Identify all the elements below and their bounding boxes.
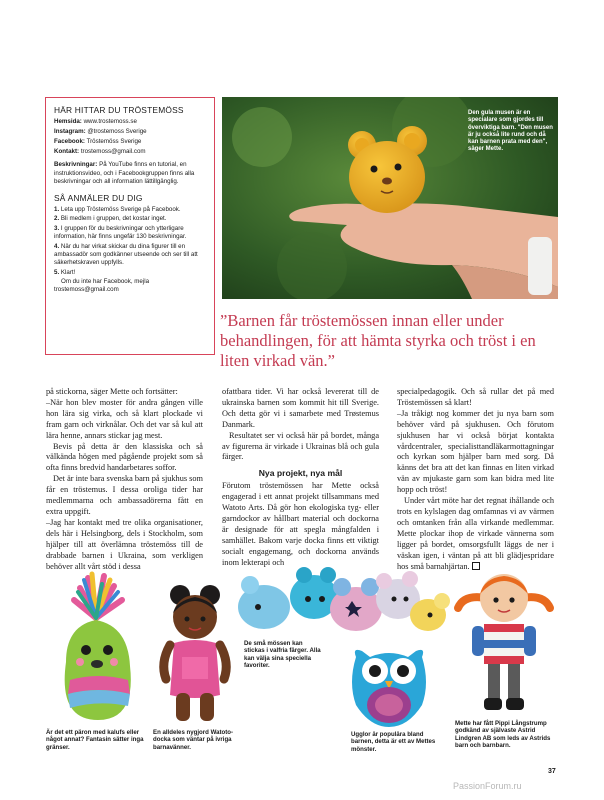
info-box <box>45 97 215 355</box>
owl-caption: Ugglor är populära bland barnen, detta är ett av Mettes mönster. <box>351 731 436 753</box>
pull-quote: ”Barnen får tröstemössen innan eller under behandlingen, för att hämta styrka och tröst i en liten virkad vän.” <box>220 311 536 370</box>
step-number: 4. <box>54 242 60 250</box>
crochet-pear-figure <box>44 570 148 726</box>
doll-caption: En alldeles nygjord Watoto-docka som väntar på ivriga barnavänner. <box>153 729 234 751</box>
step-text: Bli medlem i gruppen, det kostar inget. <box>60 215 167 223</box>
step-text: Leta upp Tröstemöss Sverige på Facebook. <box>60 205 181 213</box>
contact-value: trostemoss@gmail.com <box>80 148 146 156</box>
descriptions-paragraph <box>54 161 206 185</box>
article-paragraph: Bevis på detta är den klassiska och så välkända högen med pågående projekt som så ofta finns bredvid handarbetares soffor. <box>46 441 203 473</box>
contact-row <box>54 118 206 126</box>
descriptions-text: På YouTube finns en tutorial, en instruktionsvideo, och i Facebookgruppen finns alla beskrivningar och all information lättillgänglig. <box>54 161 195 185</box>
hero-caption: Den gula musen är en specialare som gjordes till överviktiga barn. "Den musen är ju också lite rund och då kan barnen prata med den", säger Mette. <box>468 110 553 153</box>
crochet-pippi-figure <box>452 568 556 718</box>
contact-label: Kontakt: <box>54 148 80 156</box>
crochet-doll-figure <box>154 583 236 727</box>
pear-caption: Är det ett päron med kalufs eller något annat? Fantasin sätter inga gränser. <box>46 729 144 751</box>
article-paragraph: Förutom tröstemössen har Mette också engagerad i ett annat projekt tillsammans med Watoto Arts. Då gör hon ekologiska tyg- eller garndockor av hållbart material och dockorna är designade för att spegla mångfalden i samhället. Bakom varje docka finns ett viktigt socialt engagemang, och dockorna används inom lekterapi och <box>222 481 379 567</box>
page-number: 37 <box>548 768 556 775</box>
article-paragraph: på stickorna, säger Mette och fortsätter: <box>46 387 178 396</box>
contact-value: Tröstemöss Sverige <box>86 138 142 146</box>
article-column-2 <box>222 387 379 569</box>
step-number: 2. <box>54 215 60 223</box>
pippi-caption: Mette har fått Pippi Långstrump godkänd av självaste Astrid Lindgren AB som leds av Astrids barn och barnbarn. <box>455 720 551 749</box>
contact-label: Facebook: <box>54 138 85 146</box>
article-paragraph <box>397 496 554 572</box>
signup-step <box>54 225 206 241</box>
article-paragraph: –När hon blev moster för andra gången ville hon lära sig virka, och så klart plockade vi fram garn och virknålar. Och det var så kul att lära henne, annars stickar jag mest. <box>46 397 203 440</box>
step-text: När du har virkat skickar du dina figurer till en ambassadör som godkänner utseende och ser till att säkerhetskraven uppfylls. <box>54 242 198 266</box>
footer-note: Om du inte har Facebook, mejla trostemoss@gmail.com <box>54 278 150 294</box>
article-paragraph-text: Under vårt möte har det regnat ihållande och trots en kylslagen dag omfamnas vi av värmen och omtanken från alla virkande medlemmar. Mette plockar ihop de virkade vännerna som ligger på bordet, omsorgsfullt läggs de ner i väskan igen, i väntan på att bli glädjespridare hos små barnahjärtan. <box>397 496 554 571</box>
contact-label: Hemsida: <box>54 118 82 126</box>
signup-step <box>54 206 206 214</box>
article-paragraph: –Jag har kontakt med tre olika organisationer, dels här i Helsingborg, dels i Stockholm, som hjälper till att överlämna tröstemöss till de drabbade barnen i Ukraina, som verkligen behöver allt vårt stöd i dessa <box>46 517 203 571</box>
crochet-mice-figure <box>238 567 454 639</box>
contact-row <box>54 128 206 136</box>
signup-step <box>54 269 206 277</box>
article-column-1 <box>46 387 203 572</box>
signup-step <box>54 215 206 223</box>
contact-label: Instagram: <box>54 128 86 136</box>
crochet-owl-figure <box>348 643 430 729</box>
step-text: I gruppen för du beskrivningar och ytterligare information, här finns ungefär 130 beskrivningar. <box>54 225 187 241</box>
watermark: PassionForum.ru <box>453 781 522 791</box>
step-number: 3. <box>54 225 60 233</box>
descriptions-label: Beskrivningar: <box>54 161 98 169</box>
signup-step <box>54 243 206 267</box>
info-box-heading: HÄR HITTAR DU TRÖSTEMÖSS <box>54 105 184 115</box>
contact-row <box>54 148 206 156</box>
contact-value: www.trostemoss.se <box>83 118 137 126</box>
article-paragraph: Resultatet ser vi också här på bordet, många av figurerna är virkade i Ukrainas blå och gula färger. <box>222 430 379 462</box>
step-text: Klart! <box>60 268 76 276</box>
contact-value: @trostemoss Sverige <box>87 128 147 136</box>
contact-row <box>54 138 206 146</box>
signup-heading: SÅ ANMÄLER DU DIG <box>54 192 143 203</box>
step-number: 5. <box>54 268 60 276</box>
article-paragraph: –Ja tråkigt nog kommer det ju nya barn som behöver värd på sjukhusen. Och förutom sjukhusen har vi också börjat kontakta vårdcentraler, specialisttandläkarmottagningar och kyrkan som hjälper barn med sorg. Då känns det bra att det kan finnas en liten virkad vän av mjukaste garn som kan bidra med lite hopp och tröst! <box>397 408 554 495</box>
step-number: 1. <box>54 205 60 213</box>
article-paragraph: Det är inte bara svenska barn på sjukhus som får en tröstemus. I dessa oroliga tider har medlemmarna och ambassadörerna fått en extra uppgift. <box>46 474 203 516</box>
article-column-3 <box>397 387 554 572</box>
mice-caption: De små mössen kan stickas i valfria färger. Alla kan välja sina speciella favoriter. <box>244 640 321 669</box>
article-paragraph: ofattbara tider. Vi har också levererat till de ukrainska barnen som kommit hit till Sverige. Och detta gör vi i samarbete med Trøstemus Danmark. <box>222 387 379 429</box>
article-paragraph: specialpedagogik. Och så rullar det på med Tröstemössen så klart! <box>397 387 554 407</box>
article-subheading: Nya projekt, nya mål <box>258 468 343 479</box>
